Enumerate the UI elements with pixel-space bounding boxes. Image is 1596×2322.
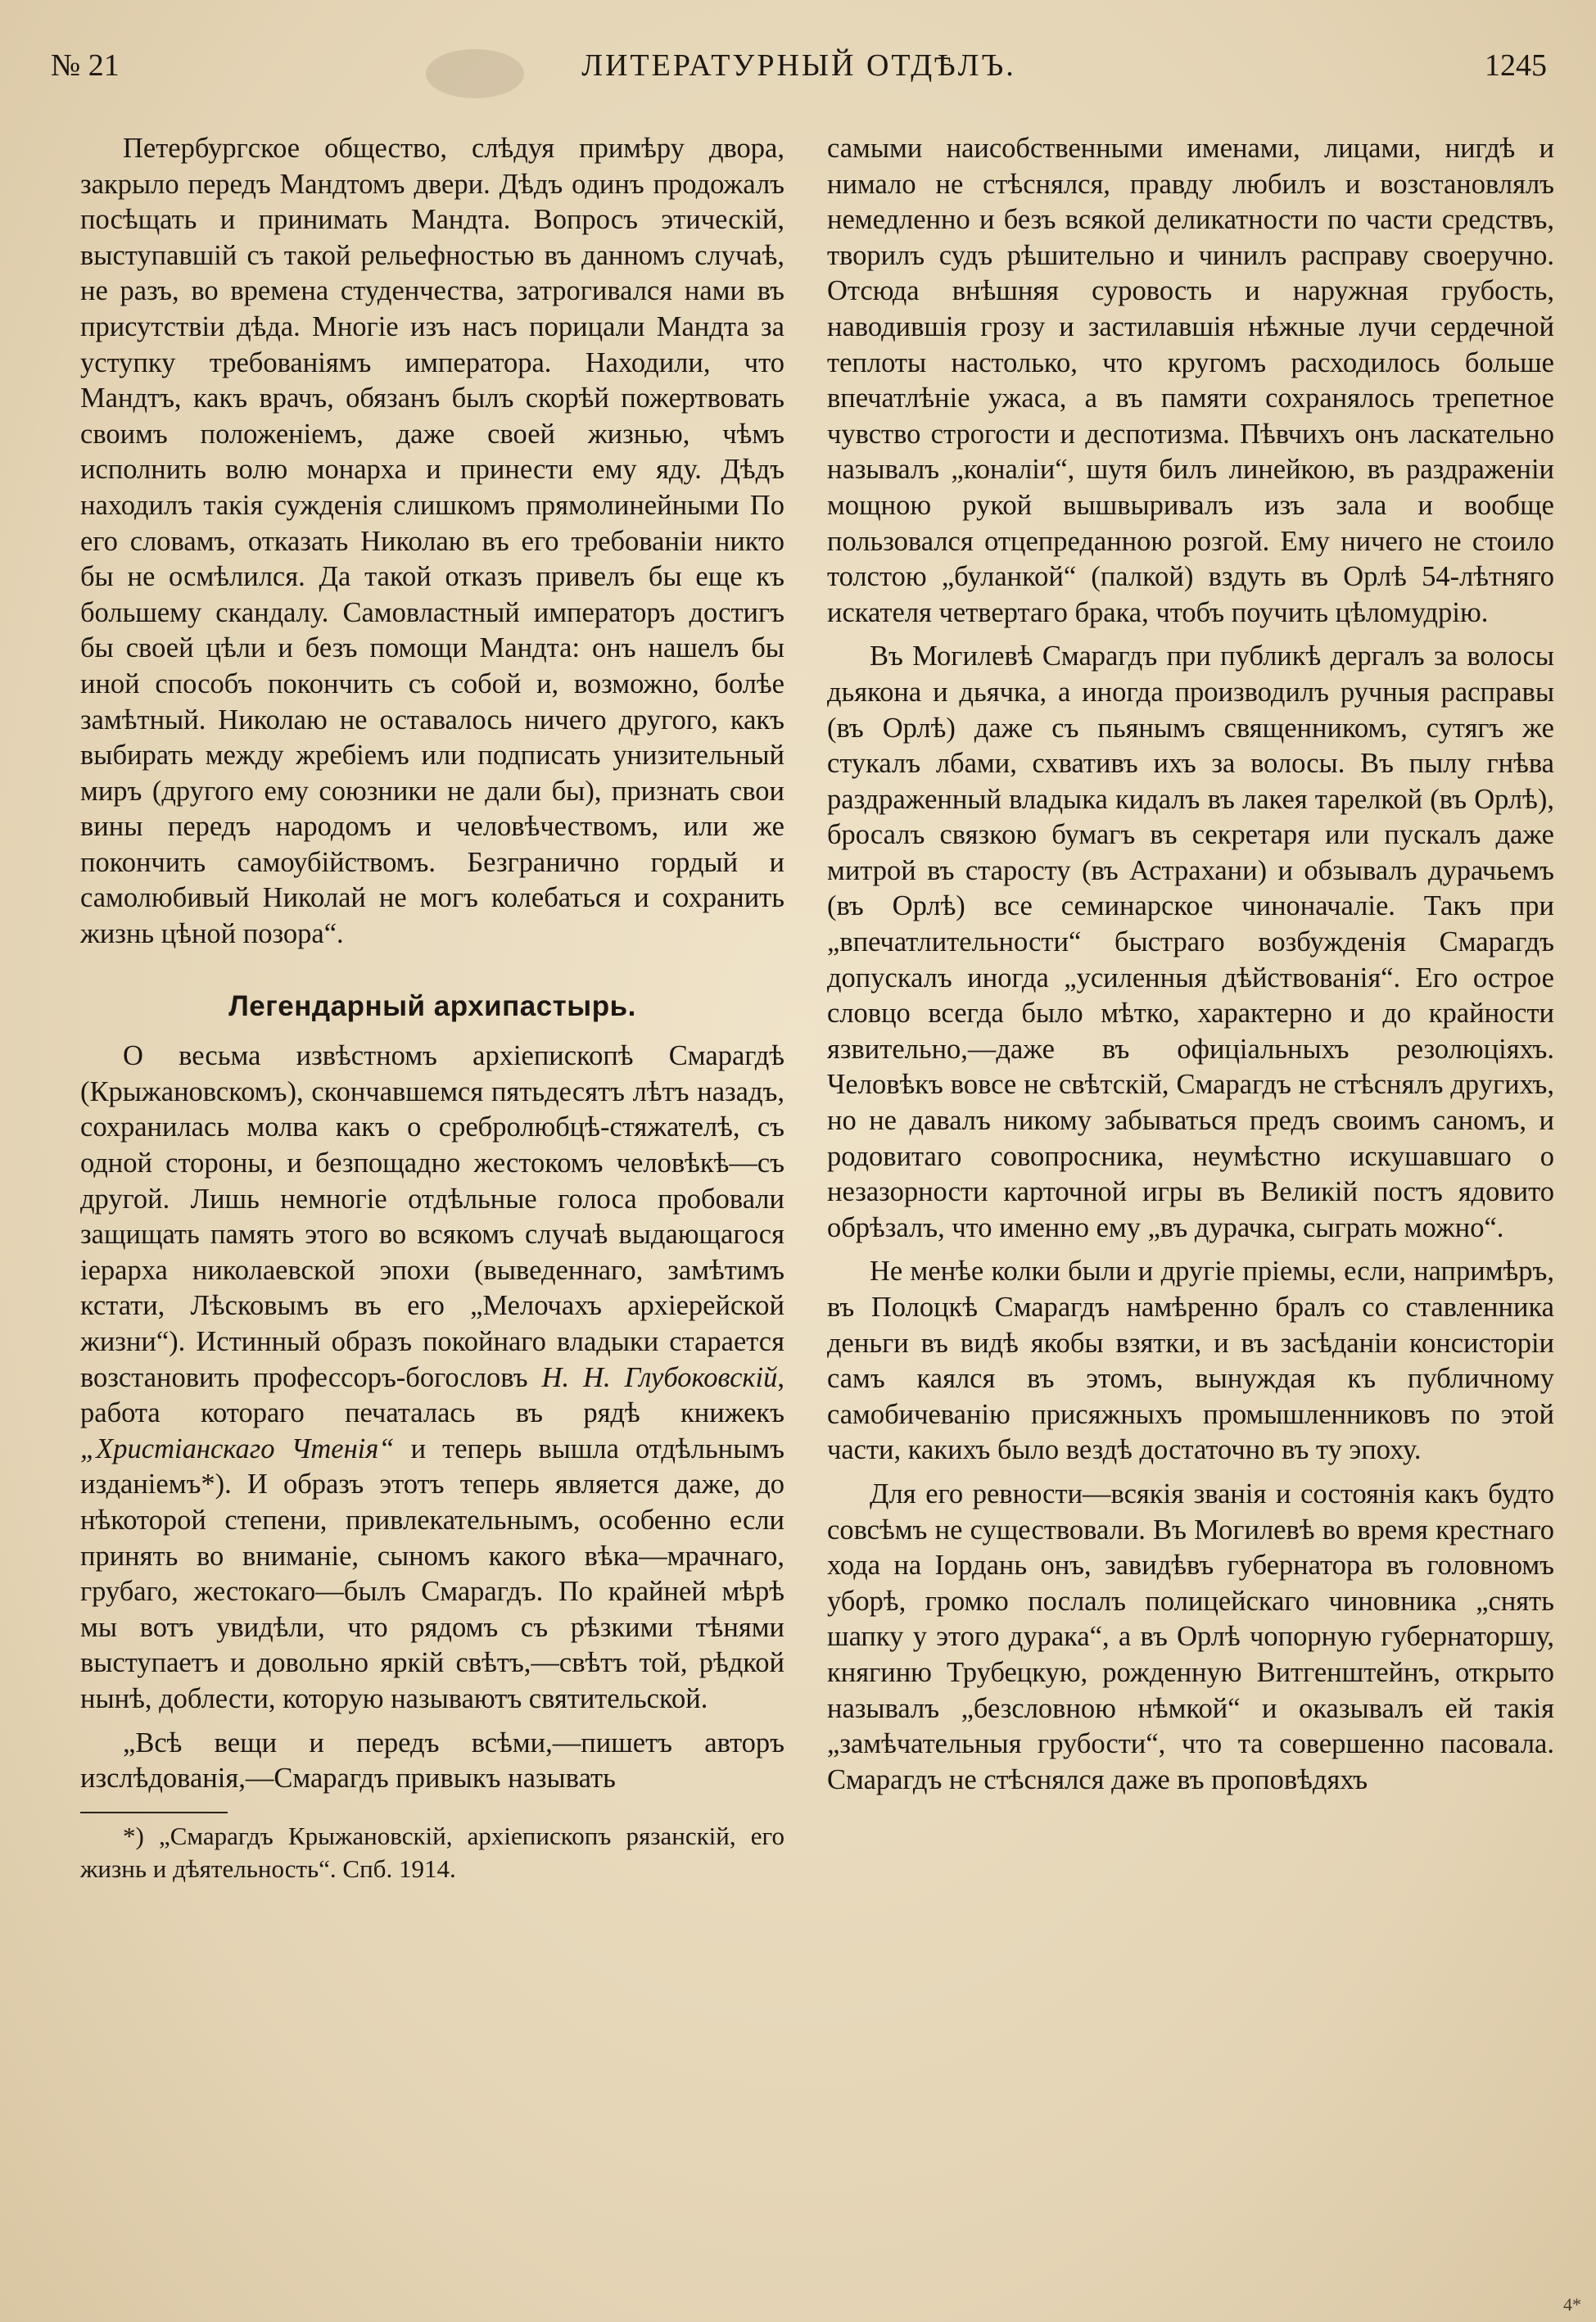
section-title: ЛИТЕРАТУРНЫЙ ОТДѢЛЪ.	[581, 48, 1016, 83]
paragraph: О весьма извѣстномъ архіепископѣ Смарагдѣ (Крыжановскомъ), скончавшемся пятьдесятъ лѣтъ назадъ, сохранилась молва какъ о сребролюбцѣ-стяжателѣ, съ одной стороны, и безпощадно жестокомъ человѣкѣ—съ другой. Лишь немногіе отдѣльные голоса пробовали защищать память этого во всякомъ случаѣ выдающагося іерарха николаевской эпохи (выведеннаго, замѣтимъ кстати, Лѣсковымъ въ его „Мелочахъ архіерейской жизни“). Истинный образъ покойнаго владыки старается возстановить профессоръ-богословъ Н. Н. Глубоковскій, работа котораго печаталась въ рядѣ книжекъ „Христіанскаго Чтенія“ и теперь вышла отдѣльнымъ изданіемъ*). И образъ этотъ теперь является даже, до нѣкоторой степени, привлекательнымъ, особенно если принять во вниманіе, сыномъ какого вѣка—мрачнаго, грубаго, жестокаго—былъ Смарагдъ. По крайней мѣрѣ мы вотъ увидѣли, что рядомъ съ рѣзкими тѣнями выступаетъ и довольно яркій свѣтъ,—свѣтъ той, рѣдкой нынѣ, доблести, которую называютъ святительской.	[80, 1040, 784, 1714]
paragraph: самыми наисобственными именами, лицами, нигдѣ и нимало не стѣснялся, правду любилъ и возстановлялъ немедленно и безъ всякой деликатности по части средствъ, творилъ судъ рѣшительно и чинилъ расправу своеручно. Отсюда внѣшняя суровость и наружная грубость, наводившія грозу и застилавшія нѣжные лучи сердечной теплоты настолько, что кругомъ расходилось больше впечатлѣніе ужаса, а въ памяти сохранялось трепетное чувство строгости и деспотизма. Пѣвчихъ онъ ласкательно называлъ „коналіи“, шутя билъ линейкою, въ раздраженіи мощною рукой вышвыривалъ изъ зала и вообще пользовался отцепреданною розгой. Ему ничего не стоило толстою „буланкой“ (палкой) вздуть въ Орлѣ 54-лѣтняго искателя четвертаго брака, чтобъ поучить цѣломудрію.	[827, 133, 1554, 628]
signature-mark: 4*	[1563, 2294, 1581, 2315]
article-heading: Легендарный архипастырь.	[228, 989, 636, 1022]
paragraph: Петербургское общество, слѣдуя примѣру двора, закрыло передъ Мандтомъ двери. Дѣдъ одинъ продожалъ посѣщать и принимать Мандта. Вопросъ этическій, выступавшій съ такой рельефностью въ данномъ случаѣ, не разъ, во времена студенчества, затрогивался нами въ присутствіи дѣда. Многіе изъ насъ порицали Мандта за уступку требованіямъ императора. Находили, что Мандтъ, какъ врачъ, обязанъ былъ скорѣй пожертвовать своимъ положеніемъ, даже своей жизнью, чѣмъ исполнить волю монарха и принести ему яду. Дѣдъ находилъ такія сужденія слишкомъ прямолинейными По его словамъ, отказать Николаю въ его требованіи никто бы не осмѣлился. Да такой отказъ привелъ бы еще къ большему скандалу. Самовластный императоръ достигъ бы своей цѣли и безъ помощи Мандта: онъ нашелъ бы иной способъ покончить съ собой и, возможно, болѣе замѣтный. Николаю не оставалось ничего другого, какъ выбирать между жребіемъ или подписать унизительный миръ (другого ему союзники не дали бы), признать свои вины передъ народомъ и человѣчествомъ, или же покончить самоубійствомъ. Безгранично гордый и самолюбивый Николай не могъ колебаться и сохранить жизнь цѣной позора“.	[80, 133, 784, 950]
issue-number: № 21	[51, 48, 120, 83]
page-header	[51, 48, 1547, 97]
journal-title: „Христіанскаго Чтенія“	[80, 1433, 395, 1464]
footnote: *) „Смарагдъ Крыжановскій, архіепископъ рязанскій, его жизнь и дѣятельность“. Спб. 1914.	[80, 1821, 784, 1883]
paragraph: Въ Могилевѣ Смарагдъ при публикѣ дергалъ за волосы дьякона и дьячка, а иногда производилъ ручныя расправы (въ Орлѣ) даже съ пьянымъ священникомъ, сутягъ же стукалъ лбами, схвативъ ихъ за волосы. Въ пылу гнѣва раздраженный владыка кидалъ въ лакея тарелкой (въ Орлѣ), бросалъ связкою бумагъ въ секретаря или пускалъ даже митрой въ старосту (въ Астрахани) и обзывалъ дурачьемъ (въ Орлѣ) все семинарское чиноначаліе. Такъ при „впечатлительности“ быстраго возбужденія Смарагдъ допускалъ иногда „усиленныя дѣйствованія“. Его острое словцо всегда было мѣтко, характерно и до крайности язвительно,—даже въ офиціальныхъ резолюціяхъ. Человѣкъ вовсе не свѣтскій, Смарагдъ не стѣснялъ другихъ, но не давалъ никому забываться предъ своимъ саномъ, и родовитаго совопросника, неумѣстно искушавшаго о незазорности карточной игры въ Великій постъ ядовито обрѣзалъ, что именно ему „въ дурачка, сыграть можно“.	[827, 640, 1554, 1243]
paragraph: „Всѣ вещи и передъ всѣми,—пишетъ авторъ изслѣдованія,—Смарагдъ привыкъ называть	[80, 1727, 784, 1795]
footnote-divider	[80, 1812, 228, 1813]
page-number: 1245	[1485, 48, 1547, 83]
left-column	[80, 131, 784, 1885]
right-column	[827, 131, 1554, 1798]
author-name: Н. Н. Глубоковскій	[541, 1361, 778, 1393]
paragraph: Для его ревности—всякія званія и состоянія какъ будто совсѣмъ не существовали. Въ Могилевѣ во время крестнаго хода на Іордань онъ, завидѣвъ губернатора въ головномъ уборѣ, громко послалъ полицейскаго чиновника „снять шапку у этого дурака“, а въ Орлѣ чопорную губернаторшу, княгиню Трубецкую, рожденную Витгенштейнъ, открыто называлъ „безсловною нѣмкой“ и оказывалъ ей такія „замѣчательныя грубости“, что та совершенно пасовала. Смарагдъ не стѣснялся даже въ проповѣдяхъ	[827, 1478, 1554, 1795]
paragraph: Не менѣе колки были и другіе пріемы, если, напримѣръ, въ Полоцкѣ Смарагдъ намѣренно бралъ со ставленника деньги въ видѣ якобы взятки, и въ засѣданіи консисторіи самъ каялся въ этомъ, вынуждая къ публичному самобичеванію присяжныхъ промышленниковъ по этой части, какихъ было вездѣ достаточно въ ту эпоху.	[827, 1256, 1554, 1466]
